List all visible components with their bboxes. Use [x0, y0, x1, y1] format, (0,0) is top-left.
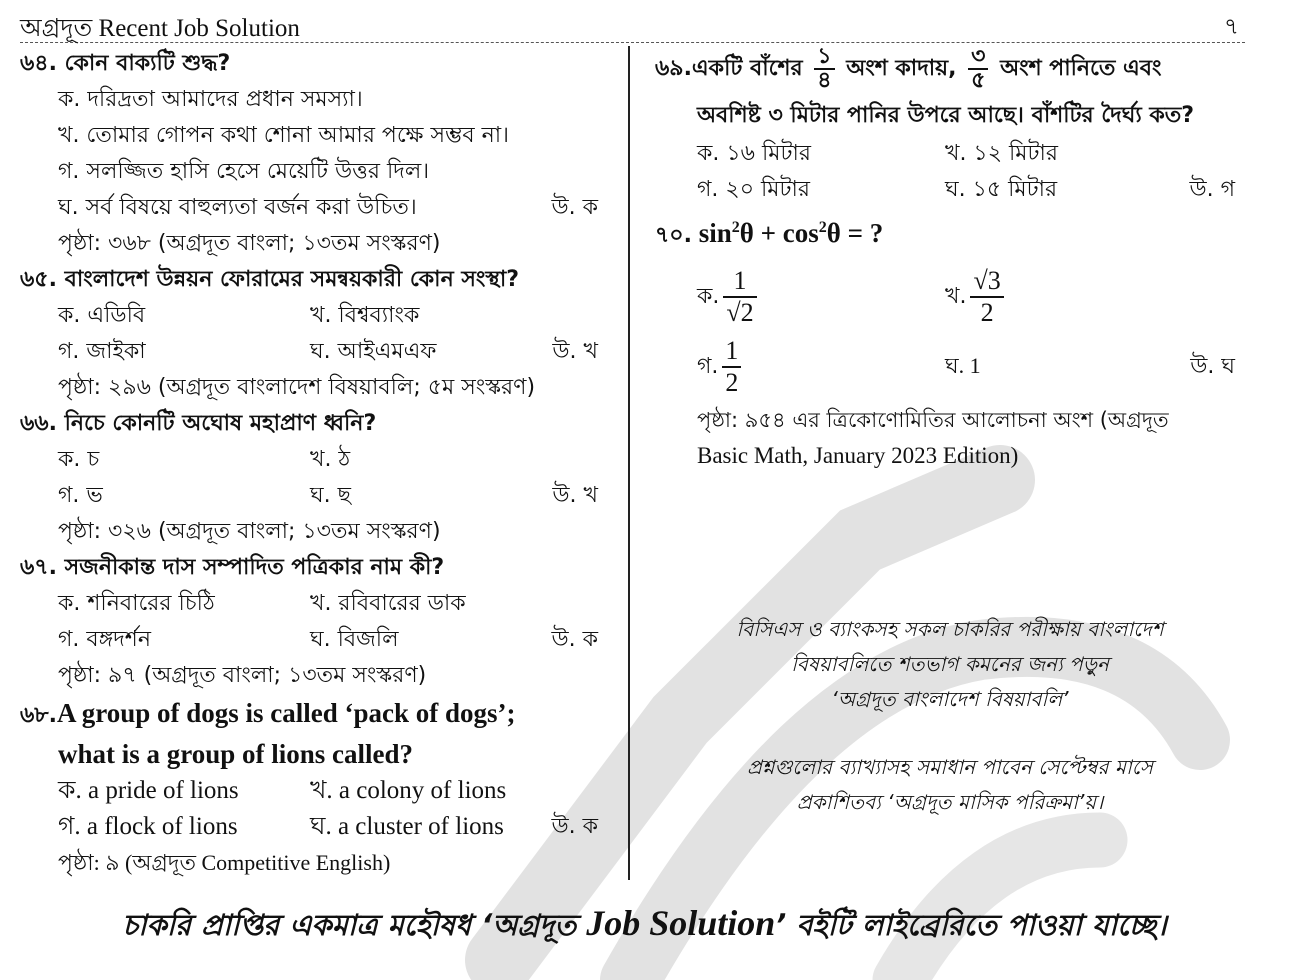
- question-title: ৬৬. নিচে কোনটি অঘোষ মহাপ্রাণ ধ্বনি?: [20, 411, 377, 436]
- q69-middle: অংশ কাদায়,: [846, 56, 957, 81]
- question-68: [20, 694, 620, 881]
- promo-line: প্রকাশিতব্য ‘অগ্রদূত মাসিক পরিক্রমা’য়।: [796, 790, 1104, 814]
- option-row: [655, 262, 1245, 332]
- frac-den: 2: [725, 368, 739, 397]
- option-c: গ. ২০ মিটার: [697, 177, 810, 202]
- question-title: [655, 46, 1245, 92]
- promo-line: প্রশ্নগুলোর ব্যাখ্যাসহ সমাধান পাবেন সেপ্টেম্বর মাসে: [746, 755, 1154, 779]
- frac-num: 1: [722, 336, 741, 368]
- expr-sup: 2: [731, 219, 740, 236]
- option-b: খ. রবিবারের ডাক: [310, 591, 466, 616]
- option-row: [20, 773, 620, 809]
- promo-line: ‘অগ্রদূত বাংলাদেশ বিষয়াবলি’: [831, 687, 1069, 711]
- question-title: ৬৭. সজনীকান্ত দাস সম্পাদিত পত্রিকার নাম কী?: [20, 555, 445, 580]
- expr-end: θ = ?: [826, 218, 884, 248]
- q69-suffix: অংশ পানিতে এবং: [1000, 56, 1162, 81]
- option-b: খ. ঠ: [310, 447, 351, 472]
- option-line: ক. দরিদ্রতা আমাদের প্রধান সমস্যা।: [58, 87, 363, 112]
- option-d: ঘ. আইএমএফ: [310, 339, 437, 364]
- promo-line: বিসিএস ও ব্যাংকসহ সকল চাকরির পরীক্ষায় বাংলাদেশ: [736, 617, 1164, 641]
- promo-bangladesh-affairs: [655, 612, 1245, 717]
- source-text: পৃষ্ঠা: ৯ (অগ্রদূত Competitive English): [58, 850, 391, 875]
- option-b: খ. বিশ্বব্যাংক: [310, 303, 420, 328]
- option-row: [655, 172, 1245, 208]
- source-ref: পৃষ্ঠা: ২৯৬ (অগ্রদূত বাংলাদেশ বিষয়াবলি; ৫ম সংস্করণ): [58, 375, 536, 400]
- promo-line: বিষয়াবলিতে শতভাগ কমনের জন্য পড়ুন: [791, 652, 1109, 676]
- question-title-line2: what is a group of lions called?: [58, 739, 414, 769]
- question-70: [655, 208, 1245, 474]
- question-number: ৬৮.: [20, 703, 57, 728]
- frac-num: √3: [970, 266, 1003, 298]
- option-line: [20, 190, 620, 226]
- expr-sup: 2: [818, 219, 827, 236]
- option-row: [655, 332, 1245, 402]
- question-64: [20, 46, 620, 262]
- frac-num: ৩: [968, 46, 988, 70]
- option-row: [655, 136, 1245, 172]
- option-d: ঘ. ১৫ মিটার: [945, 177, 1058, 202]
- question-number: ৭০.: [655, 223, 692, 248]
- option-label: ক.: [697, 283, 720, 309]
- answer: উ. ক: [551, 195, 598, 220]
- option-c: গ. a flock of lions: [58, 813, 238, 840]
- source-ref-line2: Basic Math, January 2023 Edition): [697, 443, 1019, 468]
- option-row: [20, 809, 620, 845]
- fraction-one-fourth: [814, 46, 834, 92]
- source-ref: পৃষ্ঠা: ৯৭ (অগ্রদূত বাংলা; ১৩তম সংস্করণ): [58, 663, 427, 688]
- column-divider: [628, 46, 630, 880]
- option-a: ক. ১৬ মিটার: [697, 141, 811, 166]
- frac-num: ১: [814, 46, 834, 70]
- option-d: ঘ. ছ: [310, 483, 351, 508]
- option-label: খ.: [945, 283, 967, 309]
- option-b: [945, 262, 1008, 332]
- option-row: [20, 442, 620, 478]
- question-67: [20, 550, 620, 694]
- option-c: গ. বঙ্গদর্শন: [58, 627, 151, 652]
- q69-prefix: ৬৯.একটি বাঁশের: [655, 56, 803, 81]
- option-d: ঘ. বিজলি: [310, 627, 399, 652]
- footer-part1: চাকরি প্রাপ্তির একমাত্র মহৌষধ ‘অগ্রদূত: [122, 908, 577, 942]
- option-a: ক. চ: [58, 447, 100, 472]
- option-row: [20, 298, 620, 334]
- answer: উ. ক: [551, 627, 598, 652]
- promo-solution-notice: [655, 750, 1245, 820]
- option-row: [20, 478, 620, 514]
- option-row: [20, 586, 620, 622]
- option-line: গ. সলজ্জিত হাসি হেসে মেয়েটি উত্তর দিল।: [58, 159, 430, 184]
- left-column: [20, 46, 620, 881]
- source-ref: [20, 845, 620, 881]
- option-b: খ. a colony of lions: [310, 777, 507, 804]
- fraction: [723, 266, 756, 328]
- option-a: ক. a pride of lions: [58, 777, 239, 804]
- footer-brand: Job Solution: [586, 903, 776, 943]
- option-a: ক. শনিবারের চিঠি: [58, 591, 215, 616]
- option-text: ঘ. সর্ব বিষয়ে বাহুল্যতা বর্জন করা উচিত।: [58, 195, 417, 220]
- answer: উ. খ: [552, 483, 598, 508]
- header-title: অগ্রদূত Recent Job Solution: [20, 15, 300, 42]
- frac-den: 2: [980, 298, 994, 327]
- answer: উ. খ: [552, 339, 598, 364]
- question-title: [20, 694, 620, 735]
- question-title: [655, 208, 1245, 256]
- page-header: [20, 6, 1245, 43]
- question-66: [20, 406, 620, 550]
- option-c: গ. জাইকা: [58, 339, 146, 364]
- expr-mid: θ + cos: [739, 218, 819, 248]
- question-65: [20, 262, 620, 406]
- expr-sin: sin: [698, 218, 732, 248]
- option-d: ঘ. a cluster of lions: [310, 813, 504, 840]
- frac-den: √2: [726, 298, 754, 327]
- frac-den: ৫: [971, 68, 986, 93]
- option-d: ঘ. 1: [945, 352, 981, 378]
- source-ref: পৃষ্ঠা: ৩২৬ (অগ্রদূত বাংলা; ১৩তম সংস্করণ): [58, 519, 441, 544]
- option-row: [20, 622, 620, 658]
- answer: উ. গ: [1189, 177, 1235, 202]
- option-a: ক. এডিবি: [58, 303, 146, 328]
- option-row: [20, 334, 620, 370]
- source-ref: পৃষ্ঠা: ৩৬৮ (অগ্রদূত বাংলা; ১৩তম সংস্করণ): [58, 231, 441, 256]
- option-b: খ. ১২ মিটার: [945, 141, 1058, 166]
- option-a: [697, 262, 761, 332]
- fraction-three-fifths: [968, 46, 988, 92]
- footer-banner: [0, 902, 1289, 952]
- option-c: গ. ভ: [58, 483, 103, 508]
- question-title-line1: A group of dogs is called ‘pack of dogs’;: [56, 698, 516, 728]
- fraction: [970, 266, 1003, 328]
- question-title-line2: অবশিষ্ট ৩ মিটার পানির উপরে আছে। বাঁশটির দৈর্ঘ্য কত?: [697, 103, 1195, 128]
- source-ref: পৃষ্ঠা: ৯৫৪ এর ত্রিকোণোমিতির আলোচনা অংশ (অগ্রদূত: [697, 408, 1169, 432]
- fraction: [722, 336, 741, 398]
- question-title: ৬৫. বাংলাদেশ উন্নয়ন ফোরামের সমন্বয়কারী কোন সংস্থা?: [20, 267, 520, 292]
- page-number: ৭: [1224, 14, 1239, 39]
- footer-part3: ’ বইটি লাইব্রেরিতে পাওয়া যাচ্ছে।: [775, 908, 1167, 942]
- frac-num: 1: [723, 266, 756, 298]
- option-line: খ. তোমার গোপন কথা শোনা আমার পক্ষে সম্ভব না।: [58, 123, 510, 148]
- question-title: ৬৪. কোন বাক্যটি শুদ্ধ?: [20, 51, 231, 76]
- option-label: গ.: [697, 353, 719, 379]
- option-c: [697, 332, 745, 402]
- answer: উ. ঘ: [1190, 353, 1235, 379]
- frac-den: ৪: [817, 68, 832, 93]
- question-69: [655, 46, 1245, 208]
- right-column: [655, 46, 1245, 474]
- answer: উ. ক: [551, 814, 598, 839]
